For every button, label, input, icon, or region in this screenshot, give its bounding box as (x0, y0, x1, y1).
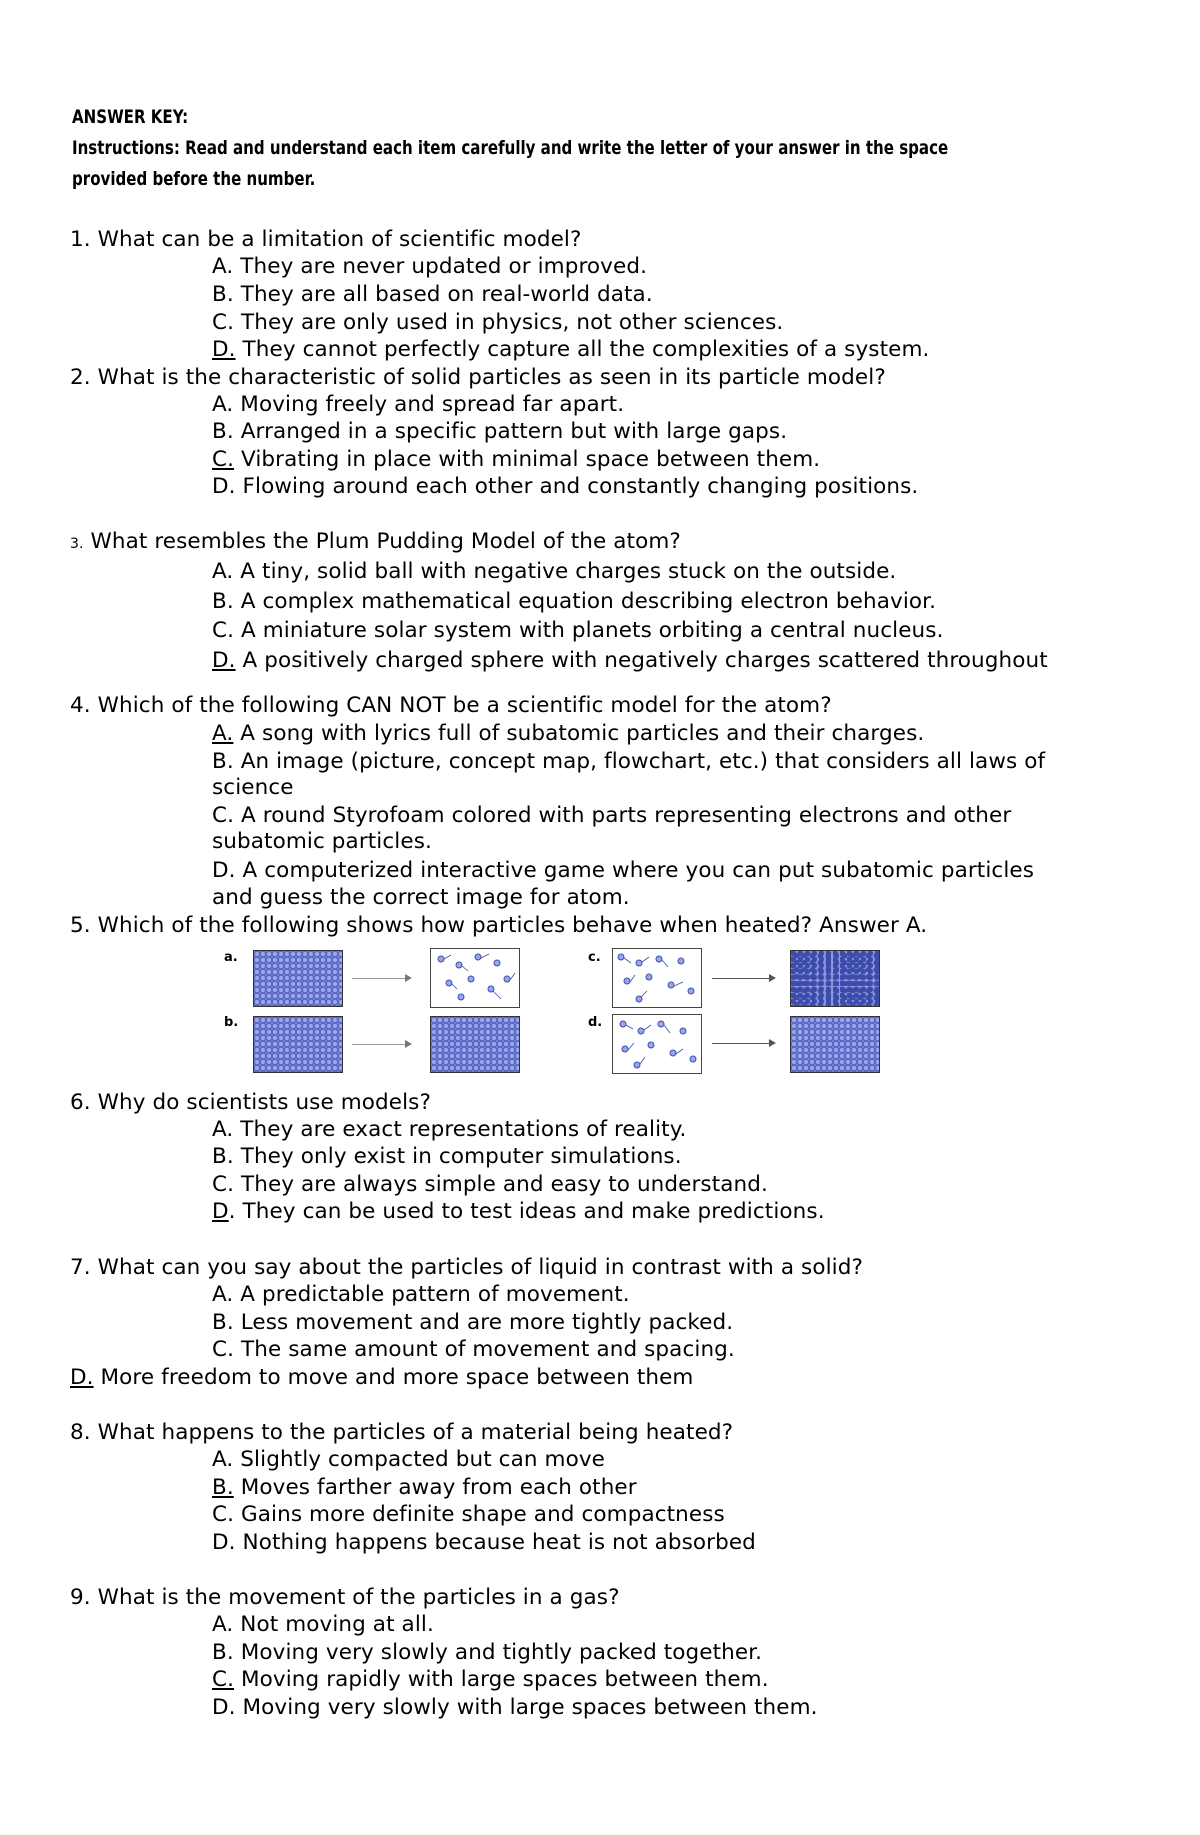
q9-answer-letter: C. (212, 1667, 235, 1692)
q1-option-d-text: They cannot perfectly capture all the complexities of a system. (235, 337, 930, 362)
diagram-label-a: a. (224, 950, 238, 965)
q4-option-d-line1: D. A computerized interactive game where you can put subatomic particles (212, 858, 1035, 883)
q6-answer-letter: D (212, 1199, 229, 1224)
diagram-d-arrow-icon (712, 1043, 774, 1044)
q7-option-d (70, 1364, 693, 1391)
q6-option-d (212, 1198, 825, 1225)
diagram-a-gas (430, 948, 520, 1008)
q1-answer-letter: D. (212, 337, 236, 362)
q8-option-a: A. Slightly compacted but can move (212, 1447, 605, 1472)
q3-option-c: C. A miniature solar system with planets orbiting a central nucleus. (212, 618, 944, 643)
q2-option-b: B. Arranged in a specific pattern but with large gaps. (212, 419, 788, 444)
q9-option-c (212, 1666, 769, 1693)
diagram-b-solid-after (430, 1016, 520, 1073)
q6-option-c: C. They are always simple and easy to understand. (212, 1172, 768, 1197)
q8-option-b-text: Moves farther away from each other (233, 1475, 637, 1500)
q3-option-a: A. A tiny, solid ball with negative charges stuck on the outside. (212, 559, 897, 584)
q1-option-c: C. They are only used in physics, not other sciences. (212, 310, 784, 335)
q8-option-c: C. Gains more definite shape and compactness (212, 1502, 725, 1527)
document-title: ANSWER KEY: (72, 106, 189, 128)
q1-option-a: A. They are never updated or improved. (212, 254, 648, 279)
q2-option-d: D. Flowing around each other and constantly changing positions. (212, 474, 919, 499)
diagram-label-c: c. (588, 950, 601, 965)
q4-option-c-line2: subatomic particles. (212, 829, 432, 854)
diagram-d-gas (612, 1014, 702, 1074)
q7-option-c: C. The same amount of movement and spacing. (212, 1337, 735, 1362)
q6-option-b: B. They only exist in computer simulations. (212, 1144, 682, 1169)
q9-option-b: B. Moving very slowly and tightly packed together. (212, 1640, 763, 1665)
diagram-b-solid (253, 1016, 343, 1073)
question-1: 1. What can be a limitation of scientific model? (70, 227, 582, 252)
q7-answer-letter: D. (70, 1365, 94, 1390)
q1-option-d (212, 336, 929, 363)
diagram-label-d: d. (588, 1015, 603, 1030)
q9-option-c-text: Moving rapidly with large spaces between them. (234, 1667, 769, 1692)
q1-option-b: B. They are all based on real-world data. (212, 282, 653, 307)
diagram-label-b: b. (224, 1015, 239, 1030)
header (72, 102, 1005, 195)
diagram-c-arrow-icon (712, 978, 774, 979)
q2-option-c (212, 446, 820, 473)
q3-answer-letter: D. (212, 648, 236, 673)
q2-answer-letter: C. (212, 447, 235, 472)
diagram-a-arrow-icon (352, 978, 410, 979)
question-9: 9. What is the movement of the particles in a gas? (70, 1585, 620, 1610)
q4-answer-letter: A. (212, 721, 234, 746)
q9-option-d: D. Moving very slowly with large spaces between them. (212, 1695, 818, 1720)
q7-option-a: A. A predictable pattern of movement. (212, 1282, 630, 1307)
q3-number: 3. (70, 536, 84, 552)
q2-option-c-text: Vibrating in place with minimal space between them. (234, 447, 821, 472)
question-8: 8. What happens to the particles of a material being heated? (70, 1420, 734, 1445)
q8-option-d: D. Nothing happens because heat is not absorbed (212, 1530, 756, 1555)
q6-option-a: A. They are exact representations of reality. (212, 1117, 687, 1142)
diagram-b-arrow-icon (352, 1044, 410, 1045)
question-3 (70, 528, 681, 558)
q4-option-d-line2: and guess the correct image for atom. (212, 885, 630, 910)
question-7: 7. What can you say about the particles of liquid in contrast with a solid? (70, 1255, 864, 1280)
gas-particles-icon (613, 1015, 701, 1073)
q7-option-b: B. Less movement and are more tightly packed. (212, 1310, 734, 1335)
q4-option-b-line1: B. An image (picture, concept map, flowchart, etc.) that considers all laws of (212, 749, 1046, 774)
diagram-a-solid (253, 950, 343, 1007)
diagram-d-solid (790, 1016, 880, 1073)
q4-option-a-text: A song with lyrics full of subatomic particles and their charges. (233, 721, 925, 746)
instructions: Instructions: Read and understand each item carefully and write the letter of your answer in the space provided before the number. (72, 137, 949, 190)
question-5: 5. Which of the following shows how particles behave when heated? Answer A. (70, 913, 928, 938)
q9-option-a: A. Not moving at all. (212, 1612, 434, 1637)
q3-option-b: B. A complex mathematical equation describing electron behavior. (212, 589, 937, 614)
q6-option-d-text: . They can be used to test ideas and make predictions. (228, 1199, 825, 1224)
question-4: 4. Which of the following CAN NOT be a scientific model for the atom? (70, 693, 832, 718)
question-6: 6. Why do scientists use models? (70, 1090, 431, 1115)
q4-option-b-line2: science (212, 775, 294, 800)
gas-particles-icon (431, 949, 519, 1007)
q8-option-b (212, 1474, 637, 1501)
question-2: 2. What is the characteristic of solid particles as seen in its particle model? (70, 365, 886, 390)
q4-option-c-line1: C. A round Styrofoam colored with parts representing electrons and other (212, 803, 1012, 828)
q3-option-d (212, 647, 1048, 674)
q7-option-d-text: More freedom to move and more space between them (93, 1365, 694, 1390)
q3-question-text: What resembles the Plum Pudding Model of the atom? (83, 529, 681, 554)
q4-option-a (212, 720, 924, 747)
gas-particles-icon (613, 949, 701, 1007)
q2-option-a: A. Moving freely and spread far apart. (212, 392, 625, 417)
diagram-c-gas (612, 948, 702, 1008)
diagram-c-heated (790, 950, 880, 1007)
q3-option-d-text: A positively charged sphere with negatively charges scattered throughout (235, 648, 1048, 673)
q8-answer-letter: B. (212, 1475, 234, 1500)
